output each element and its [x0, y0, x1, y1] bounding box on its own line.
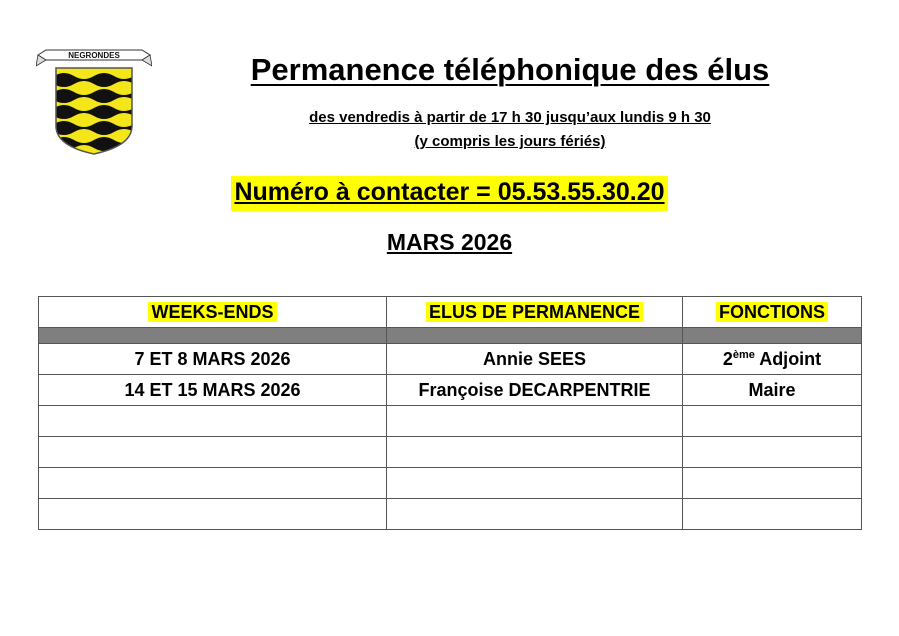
table-row: [39, 375, 862, 406]
duty-table: [38, 296, 862, 530]
weekend-cell: [39, 499, 387, 530]
elu-cell: [387, 468, 683, 499]
fonction-cell: [683, 468, 862, 499]
page-title: Permanence téléphonique des élus: [250, 52, 770, 87]
month-heading: MARS 2026: [386, 229, 513, 255]
separator-row: [39, 328, 862, 344]
table-row: [39, 468, 862, 499]
contact-number: Numéro à contacter = 05.53.55.30.20: [231, 176, 667, 211]
table-row: [39, 499, 862, 530]
holidays-note: (y compris les jours fériés): [414, 133, 606, 150]
fonction-cell: [683, 499, 862, 530]
fonction-cell: 2ème Adjoint: [683, 344, 862, 375]
schedule-subtitle: des vendredis à partir de 17 h 30 jusqu’aux lundis 9 h 30: [309, 109, 711, 126]
header-weekends: WEEKS-ENDS: [39, 297, 387, 328]
elu-cell: [387, 437, 683, 468]
table-row: [39, 437, 862, 468]
weekend-cell: 7 ET 8 MARS 2026: [39, 344, 387, 375]
fonction-cell: [683, 437, 862, 468]
header-elus: ELUS DE PERMANENCE: [387, 297, 683, 328]
elu-cell: [387, 406, 683, 437]
weekend-cell: [39, 406, 387, 437]
weekend-cell: [39, 437, 387, 468]
elu-cell: Annie SEES: [387, 344, 683, 375]
header-fonctions: FONCTIONS: [683, 297, 862, 328]
fonction-cell: [683, 406, 862, 437]
banner-text: NEGRONDES: [68, 51, 120, 60]
weekend-cell: 14 ET 15 MARS 2026: [39, 375, 387, 406]
table-header-row: [39, 297, 862, 328]
elu-cell: Françoise DECARPENTRIE: [387, 375, 683, 406]
elu-cell: [387, 499, 683, 530]
table-row: [39, 344, 862, 375]
contact-line: [0, 176, 899, 211]
fonction-cell: Maire: [683, 375, 862, 406]
table-row: [39, 406, 862, 437]
weekend-cell: [39, 468, 387, 499]
